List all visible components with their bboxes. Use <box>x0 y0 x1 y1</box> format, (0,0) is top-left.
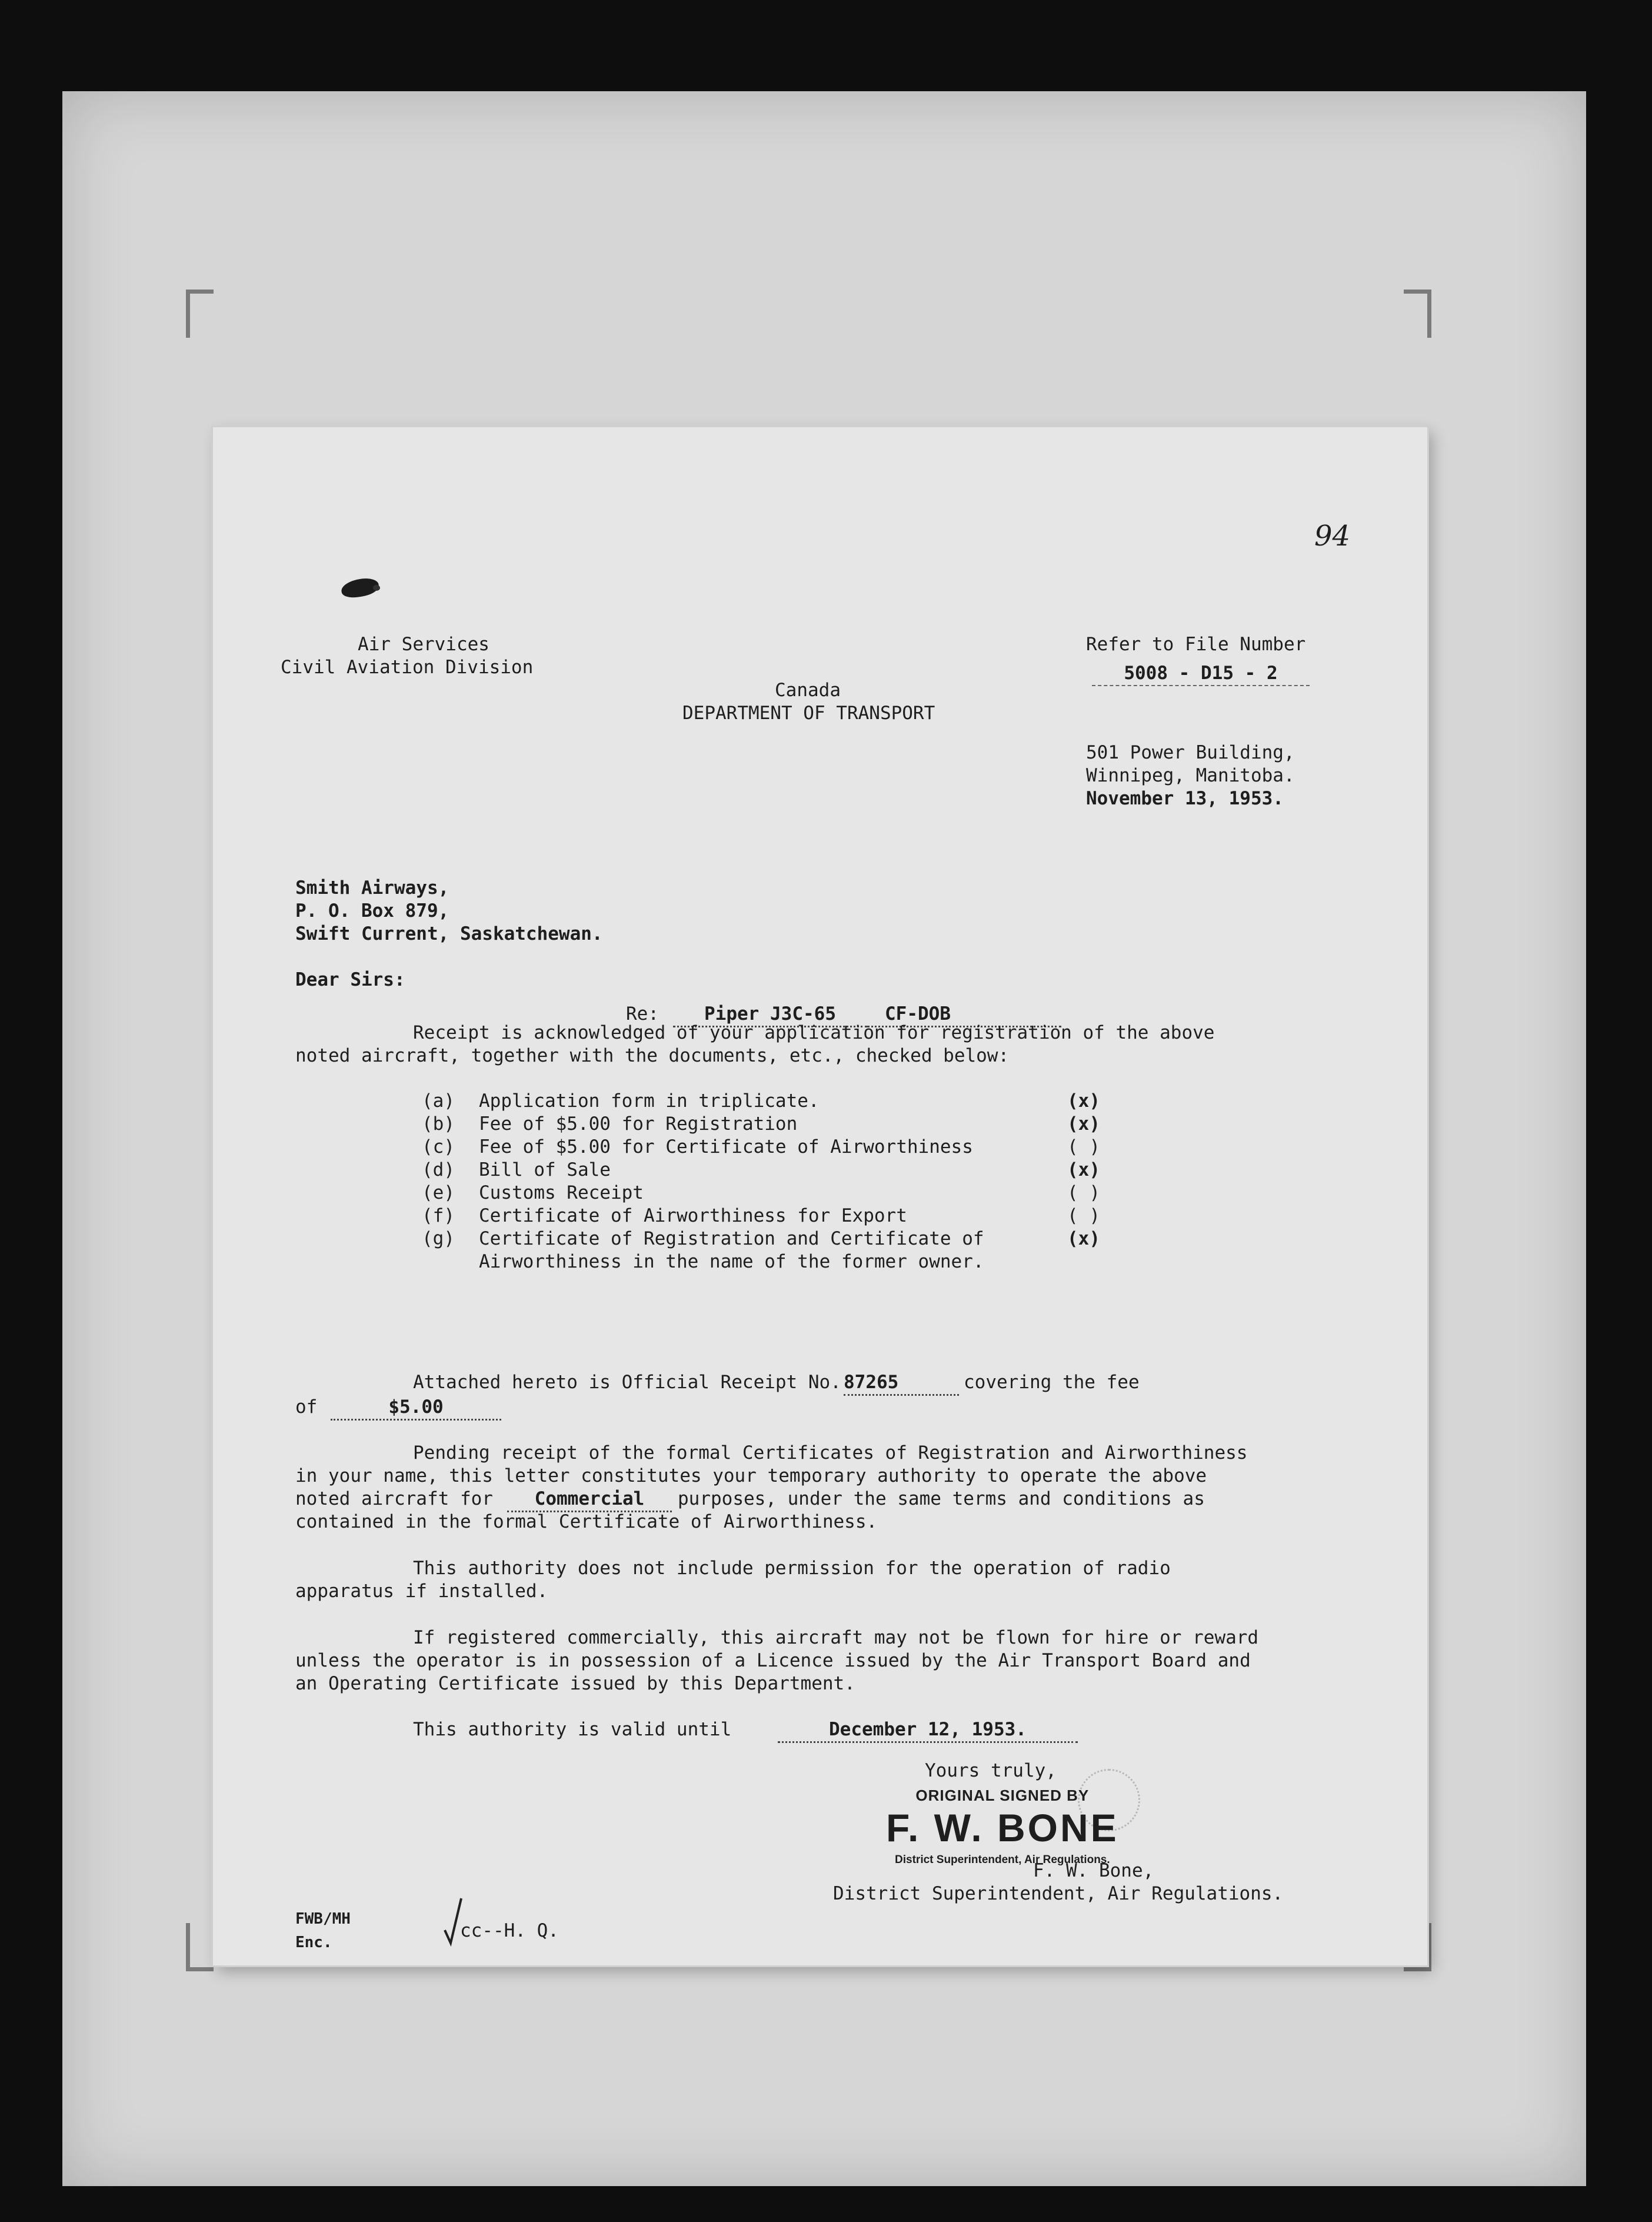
stamp-name: F. W. BONE <box>886 1806 1119 1850</box>
checklist-text: Customs Receipt <box>479 1182 644 1203</box>
checklist-letter: (e) <box>422 1182 455 1203</box>
recipient-po-box: P. O. Box 879, <box>295 900 449 922</box>
checklist-letter: (d) <box>422 1159 455 1180</box>
commercial-line-1: If registered commercially, this aircraft may not be flown for hire or reward <box>413 1627 1259 1648</box>
receipt-amount: $5.00 <box>331 1396 501 1421</box>
checklist-text: Application form in triplicate. <box>479 1090 820 1112</box>
letter-page <box>213 427 1427 1965</box>
crop-mark-top-right <box>1404 290 1431 338</box>
crop-mark-bottom-left <box>186 1923 214 1971</box>
checklist-letter: (g) <box>422 1228 455 1249</box>
checklist-item-c <box>213 1136 1427 1159</box>
header-civil-aviation: Civil Aviation Division <box>281 657 534 678</box>
checklist-mark: ( ) <box>1067 1205 1100 1226</box>
footer-initials: FWB/MH <box>295 1910 351 1928</box>
checklist-mark: (x) <box>1067 1113 1100 1135</box>
validity-prefix: This authority is valid until <box>413 1719 732 1740</box>
checklist-item-a <box>213 1090 1427 1113</box>
file-number: 5008 - D15 - 2 <box>1092 662 1310 686</box>
checklist-text: Certificate of Registration and Certificate of <box>479 1228 984 1249</box>
checklist-mark: ( ) <box>1067 1182 1100 1203</box>
receipt-suffix: covering the fee <box>964 1372 1140 1393</box>
checklist-text: Fee of $5.00 for Registration <box>479 1113 798 1135</box>
commercial-line-2: unless the operator is in possession of a Licence issued by the Air Transport Board and <box>295 1650 1251 1671</box>
pending-line-2: in your name, this letter constitutes your temporary authority to operate the above <box>295 1465 1207 1486</box>
receipt-number: 87265 <box>844 1371 959 1396</box>
radio-line-2: apparatus if installed. <box>295 1581 548 1602</box>
signatory-title: District Superintendent, Air Regulations. <box>833 1883 1284 1904</box>
intro-line-2: noted aircraft, together with the documents, etc., checked below: <box>295 1045 1010 1066</box>
footer-cc: cc--H. Q. <box>460 1920 559 1941</box>
ink-blot-speck <box>373 585 380 591</box>
checklist-text: Airworthiness in the name of the former owner. <box>479 1251 984 1272</box>
checklist-text: Certificate of Airworthiness for Export <box>479 1205 907 1226</box>
checklist-letter: (a) <box>422 1090 455 1112</box>
checklist-item-b <box>213 1113 1427 1136</box>
checklist-letter: (c) <box>422 1136 455 1157</box>
checklist-text: Bill of Sale <box>479 1159 611 1180</box>
pending-line-3-prefix: noted aircraft for <box>295 1488 493 1509</box>
re-registration: CF-DOB <box>867 1003 1061 1027</box>
stamp-title: District Superintendent, Air Regulations. <box>895 1854 1110 1866</box>
checklist-item-d <box>213 1159 1427 1182</box>
footer-enclosure: Enc. <box>295 1934 332 1951</box>
radio-line-1: This authority does not include permission for the operation of radio <box>413 1558 1171 1579</box>
receipt-of-label: of <box>295 1396 318 1418</box>
re-label: Re: <box>626 1003 659 1024</box>
checklist-item-e <box>213 1182 1427 1205</box>
file-number-label: Refer to File Number <box>1086 634 1306 655</box>
address-city: Winnipeg, Manitoba. <box>1086 765 1295 786</box>
re-aircraft: Piper J3C-65 <box>673 1003 867 1027</box>
checklist-item-f <box>213 1205 1427 1228</box>
signature-stamp <box>886 1784 1119 1871</box>
header-department: DEPARTMENT OF TRANSPORT <box>682 703 935 724</box>
crop-mark-top-left <box>186 290 214 338</box>
closing: Yours truly, <box>925 1760 1057 1781</box>
intro-line-1: Receipt is acknowledged of your application for registration of the above <box>413 1022 1215 1043</box>
pending-line-3-suffix: purposes, under the same terms and conditions as <box>678 1488 1205 1509</box>
header-air-services: Air Services <box>358 634 489 655</box>
salutation: Dear Sirs: <box>295 969 405 990</box>
pending-line-4: contained in the formal Certificate of Airworthiness. <box>295 1511 878 1532</box>
recipient-city: Swift Current, Saskatchewan. <box>295 923 603 944</box>
checklist-item-g-continued <box>213 1250 1427 1273</box>
checklist-text: Fee of $5.00 for Certificate of Airworthiness <box>479 1136 973 1157</box>
validity-date: December 12, 1953. <box>778 1718 1078 1743</box>
header-canada: Canada <box>775 680 841 701</box>
checklist-mark: (x) <box>1067 1090 1100 1112</box>
checklist-item-g <box>213 1228 1427 1250</box>
operation-purpose: Commercial <box>507 1488 672 1512</box>
checklist-letter: (f) <box>422 1205 455 1226</box>
signatory-name: F. W. Bone, <box>1033 1860 1154 1881</box>
checklist-letter: (b) <box>422 1113 455 1135</box>
address-building: 501 Power Building, <box>1086 742 1295 763</box>
page-number: 94 <box>1314 520 1351 553</box>
receipt-prefix: Attached hereto is Official Receipt No. <box>413 1372 841 1393</box>
stamp-original-signed: ORIGINAL SIGNED BY <box>915 1787 1090 1804</box>
checklist-mark: (x) <box>1067 1159 1100 1180</box>
checklist-mark: (x) <box>1067 1228 1100 1249</box>
recipient-name: Smith Airways, <box>295 877 449 899</box>
checklist-mark: ( ) <box>1067 1136 1100 1157</box>
letter-date: November 13, 1953. <box>1086 788 1284 809</box>
pending-line-1: Pending receipt of the formal Certificates of Registration and Airworthiness <box>413 1442 1248 1463</box>
commercial-line-3: an Operating Certificate issued by this Department. <box>295 1673 855 1694</box>
